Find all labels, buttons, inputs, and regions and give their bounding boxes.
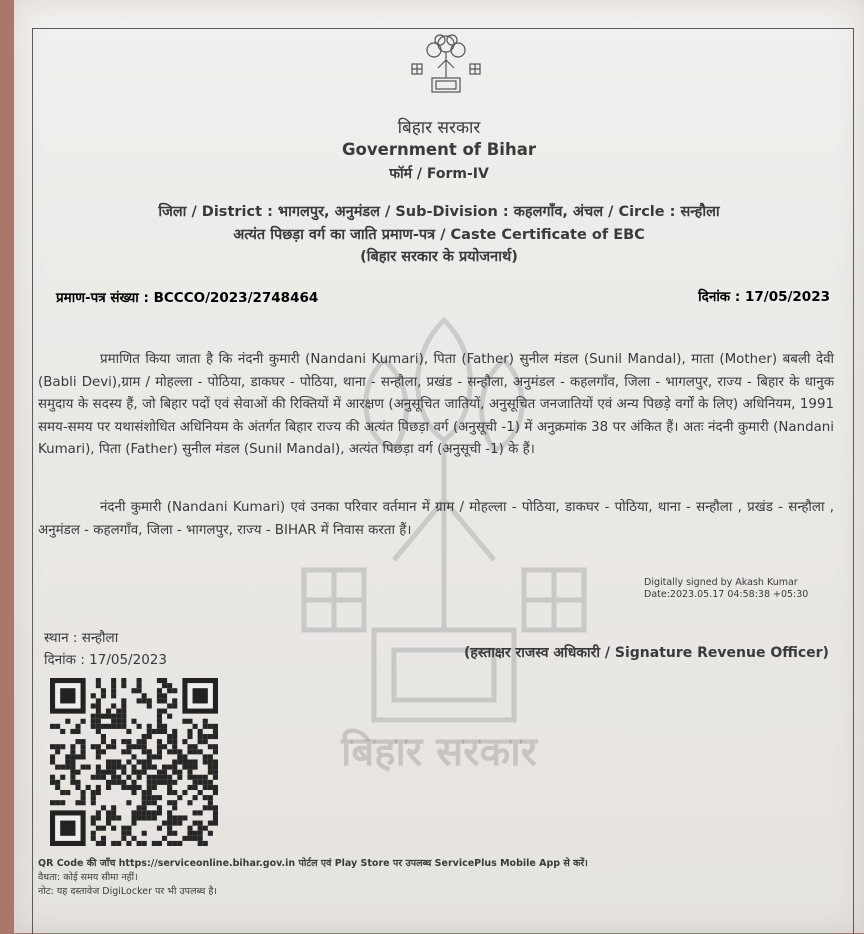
- govt-english-title: Government of Bihar: [342, 140, 536, 159]
- qr-verify-note: QR Code की जाँच https://serviceonline.bihar.gov.in पोर्टल एवं Play Store पर उपलब्ध ServicePlus Mobile App से करें।: [38, 858, 588, 869]
- digital-signature: [644, 577, 808, 601]
- form-number: फॉर्म / Form-IV: [389, 166, 489, 182]
- certificate-title: अत्यंत पिछड़ा वर्ग का जाति प्रमाण-पत्र / Caste Certificate of EBC: [233, 227, 645, 243]
- bihar-emblem-icon: [406, 30, 486, 98]
- certificate-purpose: (बिहार सरकार के प्रयोजनार्थ): [360, 249, 518, 265]
- signature-officer: (हस्ताक्षर राजस्व अधिकारी / Signature Revenue Officer): [464, 645, 829, 661]
- qr-code[interactable]: [50, 678, 218, 846]
- certificate-number: प्रमाण-पत्र संख्या : BCCCO/2023/2748464: [56, 290, 319, 306]
- digital-signature-date: Date:2023.05.17 04:58:38 +05:30: [644, 589, 809, 600]
- issue-date: दिनांक : 17/05/2023: [44, 652, 167, 668]
- digilocker-note: नोट: यह दस्तावेज DigiLocker पर भी उपलब्ध है।: [38, 886, 217, 897]
- certificate-date: दिनांक : 17/05/2023: [698, 289, 830, 305]
- certificate-paper: [14, 0, 864, 933]
- digital-signature-name: Digitally signed by Akash Kumar: [644, 577, 798, 588]
- district-line: जिला / District : भागलपुर, अनुमंडल / Sub-Division : कहलगाँव, अंचल / Circle : सन्हौला: [158, 204, 720, 220]
- validity-note: वैधता: कोई समय सीमा नहीं।: [38, 872, 138, 883]
- certification-paragraph: प्रमाणित किया जाता है कि नंदनी कुमारी (Nandani Kumari), पिता (Father) सुनील मंडल (Sunil Mandal), माता (Mother) बबली देवी (Babli Devi),ग्राम / मोहल्ला - पोठिया, डाकघर - पोठिया, थाना - सन्हौला, प्रखंड - सन्हौला, अनुमंडल - कहलगाँव, जिला - भागलपुर, राज्य - बिहार के धानुक समुदाय के सदस्य हैं, जो बिहार पदों एवं सेवाओं की रिक्तियों में आरक्षण (अनुसूचित जातियों, अनुसूचित जनजातियों एवं अन्य पिछड़े वर्गों के लिए) अधिनियम, 1991 समय-समय पर यथासंशोधित अधिनियम के अंतर्गत बिहार राज्य की अत्यंत पिछड़ा वर्ग (अनुसूची -1) में अनुक्रमांक 38 पर अंकित हैं। अतः नंदनी कुमारी (Nandani Kumari), पिता (Father) सुनील मंडल (Sunil Mandal), अत्यंत पिछड़ा वर्ग (अनुसूची -1) के हैं।: [38, 352, 834, 458]
- watermark-text: बिहार सरकार: [341, 729, 537, 775]
- govt-hindi-title: बिहार सरकार: [397, 118, 481, 138]
- place: स्थान : सन्हौला: [44, 630, 119, 646]
- residence-paragraph: नंदनी कुमारी (Nandani Kumari) एवं उनका परिवार वर्तमान में ग्राम / मोहल्ला - पोठिया, डाकघर - पोठिया, थाना - सन्हौला , प्रखंड - सन्हौला , अनुमंडल - कहलगाँव, जिला - भागलपुर, राज्य - BIHAR में निवास करता हैं।: [38, 500, 834, 538]
